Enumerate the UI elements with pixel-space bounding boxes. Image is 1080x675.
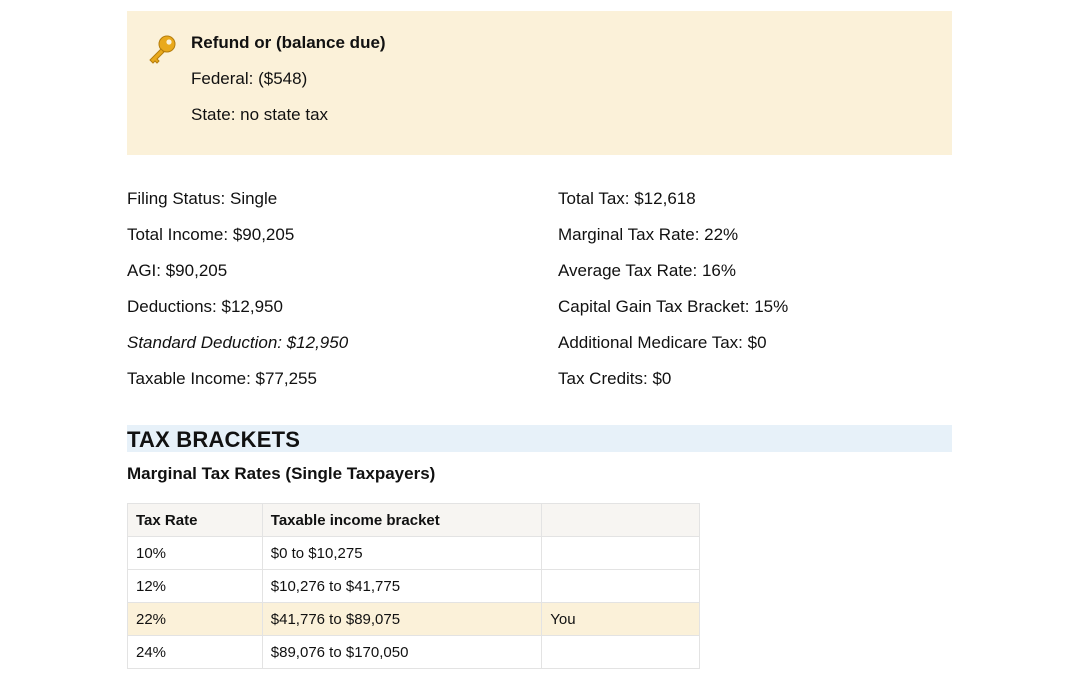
range-cell: $41,776 to $89,075 (262, 603, 542, 636)
marginal-tax-rate: Marginal Tax Rate: 22% (558, 225, 739, 244)
refund-callout (127, 11, 952, 155)
tax-brackets-table (127, 503, 700, 669)
additional-medicare-tax: Additional Medicare Tax: $0 (558, 333, 767, 352)
agi: AGI: $90,205 (127, 261, 228, 280)
range-cell: $0 to $10,275 (262, 537, 542, 570)
you-marker: You (542, 603, 700, 636)
taxable-income: Taxable Income: $77,255 (127, 369, 317, 388)
table-row (128, 537, 700, 570)
marker-cell (542, 537, 700, 570)
table-header-row (128, 504, 700, 537)
key-icon (145, 33, 179, 67)
table-row-current-bracket (128, 603, 700, 636)
marker-cell (542, 570, 700, 603)
filing-status: Filing Status: Single (127, 189, 278, 208)
state-refund: State: no state tax (191, 105, 329, 124)
range-cell: $10,276 to $41,775 (262, 570, 542, 603)
header-marker (542, 504, 700, 537)
tax-brackets-section-header (127, 425, 952, 452)
rate-cell: 24% (128, 636, 263, 669)
summary-left-column (127, 189, 348, 405)
total-tax: Total Tax: $12,618 (558, 189, 696, 208)
brackets-subtitle: Marginal Tax Rates (Single Taxpayers) (127, 464, 436, 483)
tax-credits: Tax Credits: $0 (558, 369, 672, 388)
rate-cell: 10% (128, 537, 263, 570)
standard-deduction: Standard Deduction: $12,950 (127, 333, 349, 352)
range-cell: $89,076 to $170,050 (262, 636, 542, 669)
table-row (128, 570, 700, 603)
total-income: Total Income: $90,205 (127, 225, 295, 244)
deductions: Deductions: $12,950 (127, 297, 283, 316)
rate-cell: 12% (128, 570, 263, 603)
header-income-bracket: Taxable income bracket (262, 504, 542, 537)
marker-cell (542, 636, 700, 669)
table-row (128, 636, 700, 669)
header-tax-rate: Tax Rate (128, 504, 263, 537)
federal-refund: Federal: ($548) (191, 69, 308, 88)
capital-gain-bracket: Capital Gain Tax Bracket: 15% (558, 297, 789, 316)
refund-title: Refund or (balance due) (191, 33, 386, 52)
rate-cell: 22% (128, 603, 263, 636)
average-tax-rate: Average Tax Rate: 16% (558, 261, 736, 280)
summary-right-column (558, 189, 788, 405)
section-title: TAX BRACKETS (127, 427, 301, 452)
